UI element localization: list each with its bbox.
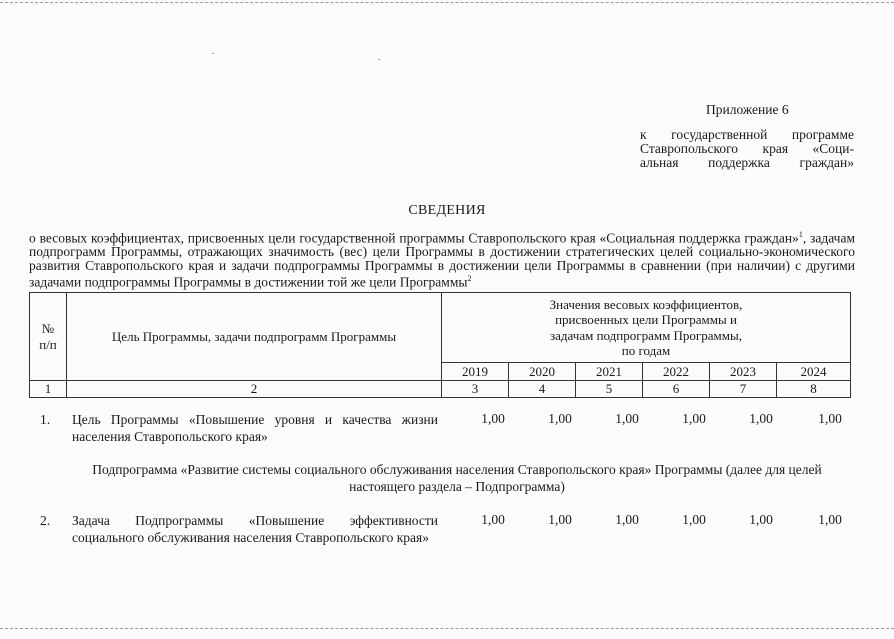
column-number: 6 bbox=[643, 381, 710, 398]
row-number: 2. bbox=[40, 513, 51, 528]
coefficient-value: 1,00 bbox=[481, 512, 505, 527]
column-number: 5 bbox=[576, 381, 643, 398]
scan-speck bbox=[212, 53, 214, 54]
year-header: 2023 bbox=[710, 363, 777, 381]
document-title: СВЕДЕНИЯ bbox=[408, 203, 486, 218]
coefficient-value: 1,00 bbox=[749, 512, 773, 527]
scan-edge-top bbox=[0, 2, 894, 3]
year-header: 2019 bbox=[442, 363, 509, 381]
footnote-mark: 2 bbox=[467, 274, 472, 283]
column-number: 3 bbox=[442, 381, 509, 398]
coefficient-value: 1,00 bbox=[481, 411, 505, 426]
coefficient-value: 1,00 bbox=[818, 512, 842, 527]
intro-text: , задачам подпрограмм Программы, отражающих значимость (вес) цели Программы в достижении стратегических целей социально-экономического развития Ставропольского края и задачи подпрограммы Программы в достижении цели Программы в сравнении (при наличии) с другими задачами подпрограммы Программы в достижении той же цели Программы bbox=[29, 230, 855, 290]
row-goal-text: Цель Программы «Повышение уровня и качества жизни населения Ставропольского края» bbox=[72, 412, 438, 444]
coefficient-value: 1,00 bbox=[548, 411, 572, 426]
coefficient-value: 1,00 bbox=[548, 512, 572, 527]
column-header-goal: Цель Программы, задачи подпрограмм Программы bbox=[67, 293, 442, 381]
appendix-ref-line: Ставропольского края «Соци- bbox=[640, 141, 854, 156]
column-number: 8 bbox=[777, 381, 851, 398]
subprogram-heading: Подпрограмма «Развитие системы социального обслуживания населения Ставропольского края» Программы (далее для целей настоящего раздела – Подпрограмма) bbox=[92, 462, 822, 494]
year-header: 2022 bbox=[643, 363, 710, 381]
coefficient-value: 1,00 bbox=[682, 411, 706, 426]
appendix-ref-line: к государственной программе bbox=[640, 127, 854, 142]
scan-speck bbox=[378, 59, 380, 60]
year-header: 2020 bbox=[509, 363, 576, 381]
column-number: 1 bbox=[30, 381, 67, 398]
coefficient-value: 1,00 bbox=[749, 411, 773, 426]
column-header-values: Значения весовых коэффициентов, присвоенных цели Программы и задачам подпрограмм Программы, по годам bbox=[442, 293, 851, 363]
column-number: 2 bbox=[67, 381, 442, 398]
column-number: 4 bbox=[509, 381, 576, 398]
year-header: 2024 bbox=[777, 363, 851, 381]
column-header-number: № п/п bbox=[30, 293, 67, 381]
row-task-text: Задача Подпрограммы «Повышение эффективности социального обслуживания населения Ставропольского края» bbox=[72, 513, 438, 545]
coefficient-value: 1,00 bbox=[615, 411, 639, 426]
row-number: 1. bbox=[40, 412, 51, 427]
year-header: 2021 bbox=[576, 363, 643, 381]
coefficients-table-header bbox=[29, 292, 851, 398]
appendix-ref-line: альная поддержка граждан» bbox=[640, 155, 854, 170]
scan-edge-bottom bbox=[0, 628, 894, 629]
coefficient-value: 1,00 bbox=[615, 512, 639, 527]
coefficient-value: 1,00 bbox=[682, 512, 706, 527]
intro-paragraph bbox=[29, 228, 855, 289]
coefficient-value: 1,00 bbox=[818, 411, 842, 426]
appendix-reference bbox=[640, 128, 854, 170]
footnote-mark: 1 bbox=[798, 230, 803, 239]
intro-text: о весовых коэффициентах, присвоенных цели государственной программы Ставропольского края «Социальная поддержка граждан» bbox=[29, 230, 799, 246]
column-number: 7 bbox=[710, 381, 777, 398]
appendix-title: Приложение 6 bbox=[706, 102, 789, 117]
